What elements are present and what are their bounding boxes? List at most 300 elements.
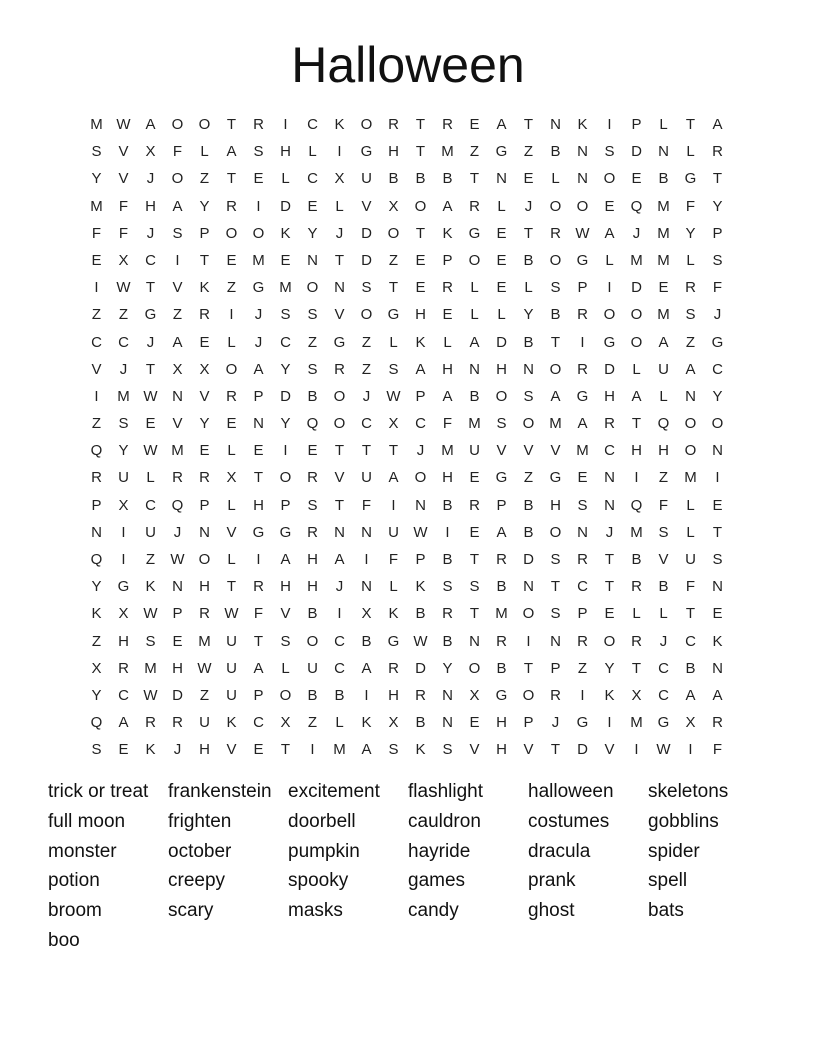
grid-letter: T: [334, 442, 345, 460]
grid-letter: O: [225, 360, 238, 378]
grid-letter: F: [685, 578, 696, 596]
word-list-item: broom: [48, 900, 102, 922]
grid-letter: K: [415, 578, 426, 596]
grid-letter: R: [388, 116, 399, 133]
grid-letter: H: [307, 578, 318, 596]
grid-letter: O: [198, 551, 211, 568]
grid-letter: E: [712, 496, 723, 514]
grid-letter: L: [335, 197, 344, 215]
grid-letter: K: [442, 224, 453, 242]
grid-letter: L: [632, 605, 641, 623]
grid-letter: V: [334, 306, 345, 324]
grid-letter: H: [118, 632, 129, 650]
grid-letter: A: [685, 686, 696, 704]
grid-letter: B: [442, 496, 453, 514]
grid-letter: G: [117, 578, 130, 596]
grid-letter: H: [307, 551, 318, 568]
grid-letter: S: [685, 306, 696, 324]
grid-letter: M: [630, 714, 643, 732]
grid-letter: M: [684, 469, 697, 487]
grid-letter: J: [632, 224, 641, 242]
grid-letter: T: [523, 224, 534, 242]
grid-letter: O: [414, 469, 427, 487]
grid-letter: P: [577, 279, 588, 297]
grid-letter: R: [469, 496, 480, 514]
grid-letter: K: [388, 605, 399, 623]
grid-letter: S: [712, 251, 723, 269]
grid-letter: A: [442, 197, 453, 215]
grid-letter: N: [334, 279, 345, 297]
word-list-item: flashlight: [408, 781, 483, 802]
grid-letter: M: [279, 279, 292, 297]
grid-letter: E: [415, 251, 426, 269]
grid-letter: Y: [712, 197, 723, 215]
grid-letter: R: [253, 116, 264, 133]
grid-letter: O: [603, 632, 616, 650]
grid-letter: Y: [442, 659, 453, 677]
grid-letter: G: [387, 306, 400, 324]
grid-letter: R: [172, 469, 183, 487]
grid-letter: X: [631, 686, 642, 704]
grid-letter: U: [658, 360, 669, 378]
grid-letter: S: [91, 143, 102, 161]
grid-letter: G: [252, 279, 265, 297]
word-list-item: games: [408, 870, 466, 892]
grid-letter: E: [442, 306, 453, 324]
grid-letter: D: [280, 197, 291, 215]
grid-letter: M: [90, 116, 103, 133]
grid-letter: S: [496, 415, 507, 433]
grid-letter: E: [496, 224, 507, 242]
grid-letter: E: [469, 523, 480, 541]
grid-letter: Y: [685, 224, 696, 242]
grid-letter: L: [605, 251, 614, 269]
grid-letter: U: [199, 714, 210, 732]
grid-letter: L: [281, 659, 290, 677]
grid-letter: T: [523, 659, 534, 677]
grid-letter: Z: [307, 333, 318, 351]
grid-letter: C: [577, 578, 588, 596]
grid-letter: D: [631, 143, 642, 161]
grid-letter: E: [172, 632, 183, 650]
grid-letter: S: [523, 387, 534, 405]
grid-letter: B: [496, 578, 507, 596]
grid-letter: B: [631, 551, 642, 568]
grid-letter: M: [549, 415, 562, 433]
grid-letter: E: [496, 279, 507, 297]
grid-letter: O: [549, 197, 562, 215]
grid-letter: G: [576, 387, 589, 405]
grid-letter: R: [91, 469, 102, 487]
grid-letter: R: [145, 714, 156, 732]
grid-letter: X: [388, 415, 399, 433]
grid-letter: G: [657, 714, 670, 732]
grid-letter: B: [523, 496, 534, 514]
grid-letter: E: [307, 197, 318, 215]
grid-letter: R: [199, 469, 210, 487]
grid-letter: O: [576, 197, 589, 215]
grid-letter: Y: [523, 306, 534, 324]
grid-letter: F: [685, 197, 696, 215]
grid-letter: L: [497, 197, 506, 215]
word-list-item: frighten: [168, 810, 232, 832]
grid-letter: L: [335, 714, 344, 732]
grid-letter: F: [442, 415, 453, 433]
grid-letter: T: [415, 224, 426, 242]
grid-letter: M: [630, 251, 643, 269]
grid-letter: L: [281, 170, 290, 188]
grid-letter: C: [307, 116, 318, 133]
word-list-item: skeletons: [648, 781, 729, 802]
grid-letter: K: [145, 741, 156, 759]
grid-letter: X: [172, 360, 183, 378]
grid-letter: I: [256, 197, 261, 215]
grid-letter: I: [526, 632, 531, 650]
grid-letter: I: [94, 387, 99, 405]
grid-letter: B: [442, 551, 453, 568]
grid-letter: G: [711, 333, 724, 351]
grid-letter: R: [307, 523, 318, 541]
grid-letter: F: [361, 496, 372, 514]
grid-letter: F: [712, 279, 723, 297]
grid-letter: S: [307, 496, 318, 514]
grid-letter: W: [143, 686, 158, 704]
grid-letter: D: [172, 686, 183, 704]
grid-letter: H: [388, 686, 399, 704]
word-list: [48, 777, 768, 956]
grid-letter: C: [604, 442, 615, 460]
grid-letter: S: [550, 279, 561, 297]
grid-letter: G: [495, 143, 508, 161]
grid-letter: R: [307, 469, 318, 487]
grid-letter: J: [713, 306, 722, 324]
grid-letter: H: [442, 469, 453, 487]
grid-letter: S: [577, 496, 588, 514]
grid-letter: V: [334, 469, 345, 487]
grid-letter: L: [497, 306, 506, 324]
grid-letter: G: [603, 333, 616, 351]
grid-letter: O: [306, 632, 319, 650]
word-list-item: candy: [408, 900, 459, 922]
grid-letter: B: [523, 333, 534, 351]
grid-letter: U: [145, 523, 156, 541]
grid-letter: W: [116, 279, 131, 297]
grid-letter: Y: [91, 686, 102, 704]
grid-letter: T: [712, 170, 723, 188]
grid-letter: Z: [226, 279, 237, 297]
grid-letter: B: [685, 659, 696, 677]
grid-letter: A: [334, 551, 345, 568]
grid-letter: R: [685, 279, 696, 297]
grid-letter: A: [361, 741, 372, 759]
grid-letter: T: [199, 251, 210, 269]
grid-letter: L: [632, 360, 641, 378]
grid-letter: C: [307, 170, 318, 188]
grid-letter: K: [280, 224, 291, 242]
grid-letter: X: [118, 605, 129, 623]
grid-letter: N: [442, 686, 453, 704]
grid-letter: N: [415, 496, 426, 514]
grid-letter: Q: [306, 415, 319, 433]
grid-letter: R: [199, 605, 210, 623]
grid-letter: L: [470, 279, 479, 297]
grid-letter: Q: [90, 714, 103, 732]
grid-letter: S: [253, 143, 264, 161]
grid-letter: L: [308, 143, 317, 161]
grid-letter: J: [524, 197, 533, 215]
grid-letter: P: [253, 686, 264, 704]
grid-letter: J: [146, 333, 155, 351]
grid-letter: I: [337, 605, 342, 623]
grid-letter: U: [226, 686, 237, 704]
grid-letter: J: [335, 578, 344, 596]
grid-letter: P: [712, 224, 723, 242]
grid-letter: W: [656, 741, 671, 759]
grid-letter: H: [550, 496, 561, 514]
word-list-item: masks: [288, 900, 343, 922]
grid-letter: T: [280, 741, 291, 759]
grid-letter: O: [684, 415, 697, 433]
grid-letter: O: [333, 387, 346, 405]
grid-letter: O: [522, 605, 535, 623]
grid-letter: R: [577, 360, 588, 378]
grid-letter: P: [280, 496, 291, 514]
grid-letter: L: [551, 170, 560, 188]
grid-letter: G: [360, 143, 373, 161]
grid-letter: L: [659, 116, 668, 133]
grid-letter: Z: [91, 632, 102, 650]
grid-letter: M: [495, 605, 508, 623]
grid-letter: A: [226, 143, 237, 161]
grid-letter: J: [146, 170, 155, 188]
grid-letter: V: [226, 741, 237, 759]
grid-letter: V: [172, 279, 183, 297]
grid-letter: M: [144, 659, 157, 677]
grid-letter: I: [607, 116, 612, 133]
grid-letter: R: [118, 659, 129, 677]
grid-letter: H: [280, 143, 291, 161]
grid-letter: T: [712, 523, 723, 541]
grid-letter: L: [146, 469, 155, 487]
word-list-item: full moon: [48, 810, 126, 832]
grid-letter: P: [253, 387, 264, 405]
grid-letter: G: [549, 469, 562, 487]
grid-letter: Z: [388, 251, 399, 269]
grid-letter: B: [415, 714, 426, 732]
grid-letter: I: [121, 551, 126, 568]
word-list-item: creepy: [168, 870, 226, 892]
grid-letter: L: [227, 551, 236, 568]
grid-letter: J: [254, 306, 263, 324]
grid-letter: I: [634, 741, 639, 759]
grid-letter: P: [550, 659, 561, 677]
grid-letter: Q: [630, 197, 643, 215]
grid-letter: P: [199, 496, 210, 514]
grid-letter: K: [226, 714, 237, 732]
grid-letter: O: [387, 224, 400, 242]
grid-letter: J: [119, 360, 128, 378]
grid-letter: M: [576, 442, 589, 460]
grid-letter: L: [659, 605, 668, 623]
word-list-item: frankenstein: [168, 781, 272, 802]
grid-letter: I: [283, 116, 288, 133]
grid-letter: H: [145, 197, 156, 215]
grid-letter: O: [630, 306, 643, 324]
grid-letter: O: [252, 224, 265, 242]
grid-letter: H: [199, 741, 210, 759]
grid-letter: B: [523, 523, 534, 541]
grid-letter: E: [226, 415, 237, 433]
word-list-item: scary: [168, 900, 214, 922]
grid-letter: M: [657, 224, 670, 242]
grid-letter: R: [550, 224, 561, 242]
grid-letter: P: [577, 605, 588, 623]
grid-letter: P: [496, 496, 507, 514]
grid-letter: S: [361, 279, 372, 297]
grid-letter: V: [199, 387, 210, 405]
grid-letter: Y: [91, 170, 102, 188]
grid-letter: K: [145, 578, 156, 596]
grid-letter: Z: [307, 714, 318, 732]
grid-letter: K: [415, 333, 426, 351]
word-list-item: gobblins: [648, 810, 719, 832]
grid-letter: Z: [172, 306, 183, 324]
grid-letter: F: [118, 197, 129, 215]
grid-letter: H: [442, 360, 453, 378]
grid-letter: M: [441, 143, 454, 161]
grid-letter: G: [684, 170, 697, 188]
grid-letter: A: [496, 523, 507, 541]
grid-letter: K: [334, 116, 345, 133]
grid-letter: H: [415, 306, 426, 324]
grid-letter: X: [388, 197, 399, 215]
grid-letter: I: [445, 523, 450, 541]
grid-letter: E: [523, 170, 534, 188]
grid-letter: F: [388, 551, 399, 568]
grid-letter: A: [712, 116, 723, 133]
grid-letter: C: [712, 360, 723, 378]
grid-letter: H: [631, 442, 642, 460]
grid-letter: T: [685, 605, 696, 623]
grid-letter: N: [199, 523, 210, 541]
grid-letter: D: [361, 224, 372, 242]
grid-letter: R: [172, 714, 183, 732]
grid-letter: T: [550, 741, 561, 759]
grid-letter: X: [145, 143, 156, 161]
grid-letter: O: [684, 442, 697, 460]
grid-letter: J: [173, 523, 182, 541]
grid-letter: R: [577, 306, 588, 324]
grid-letter: M: [657, 251, 670, 269]
grid-letter: Z: [199, 686, 210, 704]
grid-letter: B: [469, 387, 480, 405]
grid-letter: I: [229, 306, 234, 324]
grid-letter: M: [171, 442, 184, 460]
grid-letter: L: [227, 333, 236, 351]
grid-letter: J: [659, 632, 668, 650]
grid-letter: K: [604, 686, 615, 704]
grid-letter: F: [91, 224, 102, 242]
word-list-item: doorbell: [288, 810, 356, 832]
grid-letter: C: [361, 415, 372, 433]
word-list-item: costumes: [528, 810, 610, 832]
grid-letter: O: [603, 170, 616, 188]
grid-letter: W: [413, 632, 428, 650]
grid-letter: D: [604, 360, 615, 378]
grid-letter: H: [496, 360, 507, 378]
grid-letter: F: [253, 605, 264, 623]
grid-letter: L: [686, 496, 695, 514]
grid-letter: E: [658, 279, 669, 297]
grid-letter: B: [307, 605, 318, 623]
grid-letter: B: [658, 170, 669, 188]
grid-letter: O: [468, 659, 481, 677]
grid-letter: E: [145, 415, 156, 433]
grid-letter: U: [226, 659, 237, 677]
grid-letter: A: [361, 659, 372, 677]
grid-letter: Y: [712, 387, 723, 405]
grid-letter: T: [226, 578, 237, 596]
grid-letter: A: [118, 714, 129, 732]
grid-letter: C: [145, 251, 156, 269]
grid-letter: V: [523, 741, 534, 759]
grid-letter: I: [310, 741, 315, 759]
grid-letter: R: [577, 632, 588, 650]
grid-letter: E: [199, 333, 210, 351]
grid-letter: A: [253, 360, 264, 378]
grid-letter: E: [91, 251, 102, 269]
grid-letter: Q: [630, 496, 643, 514]
grid-letter: B: [361, 632, 372, 650]
grid-letter: N: [334, 523, 345, 541]
grid-letter: O: [495, 387, 508, 405]
grid-letter: D: [496, 333, 507, 351]
grid-letter: V: [226, 523, 237, 541]
grid-letter: G: [468, 224, 481, 242]
grid-letter: M: [252, 251, 265, 269]
grid-letter: A: [145, 116, 156, 133]
grid-letter: S: [307, 360, 318, 378]
word-list-item: trick or treat: [48, 781, 149, 802]
grid-letter: S: [172, 224, 183, 242]
grid-letter: T: [388, 279, 399, 297]
grid-letter: A: [388, 469, 399, 487]
grid-letter: K: [199, 279, 210, 297]
word-list-item: spider: [648, 840, 700, 862]
grid-letter: F: [712, 741, 723, 759]
grid-letter: Y: [307, 224, 318, 242]
grid-letter: C: [685, 632, 696, 650]
grid-letter: B: [442, 170, 453, 188]
grid-letter: H: [280, 578, 291, 596]
grid-letter: G: [576, 714, 589, 732]
word-list-item: monster: [48, 840, 117, 862]
grid-letter: S: [442, 741, 453, 759]
grid-letter: Z: [145, 551, 156, 568]
grid-letter: P: [199, 224, 210, 242]
grid-letter: V: [280, 605, 291, 623]
grid-letter: O: [279, 469, 292, 487]
grid-letter: R: [334, 360, 345, 378]
grid-letter: R: [712, 143, 723, 161]
grid-letter: K: [91, 605, 102, 623]
grid-letter: E: [280, 251, 291, 269]
grid-letter: H: [604, 387, 615, 405]
grid-letter: A: [631, 387, 642, 405]
grid-letter: V: [361, 197, 372, 215]
grid-letter: Y: [280, 360, 291, 378]
grid-letter: S: [91, 741, 102, 759]
